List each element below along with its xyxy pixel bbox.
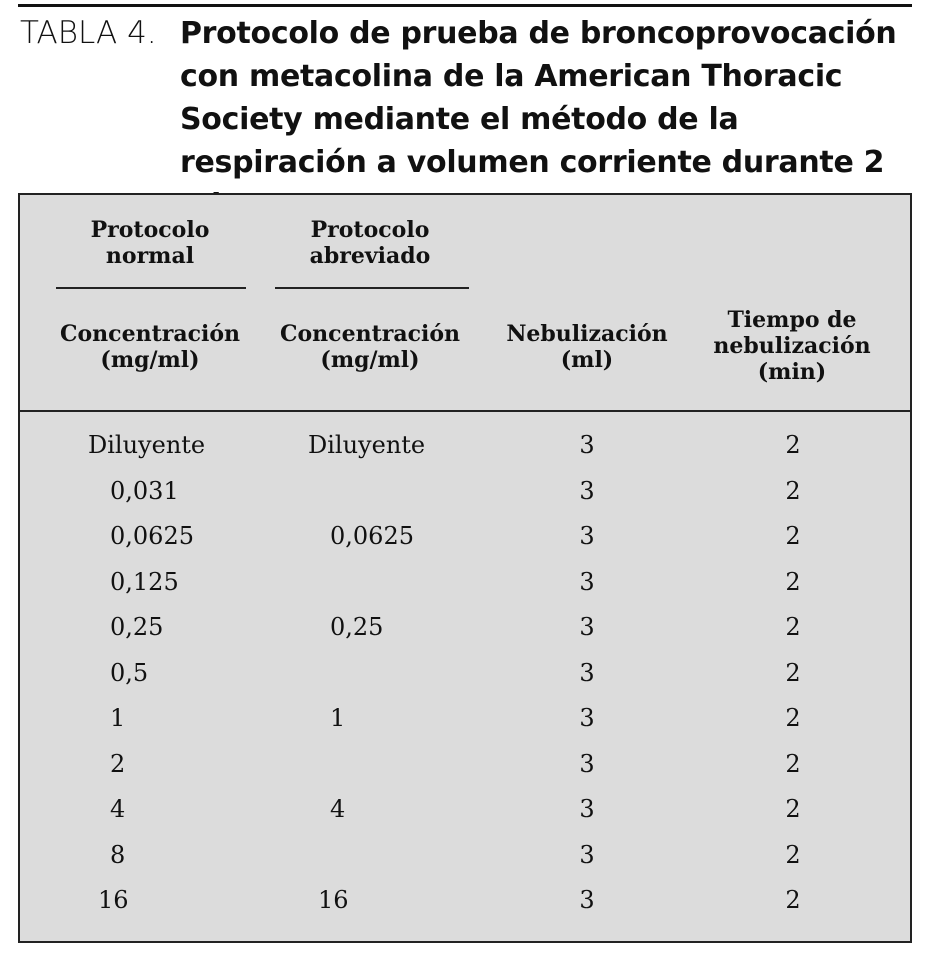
table-title: Protocolo de prueba de broncoprovocación con metacolina de la American Thoracic Society mediante el método de la respiración a volumen corriente durante 2 [180,16,897,180]
cell-abreviado: 0,0625 [330,522,414,550]
cell-abreviado: 0,25 [330,613,384,641]
table-row [20,514,910,560]
cell-nebulizacion: 3 [579,658,595,687]
col-header-nebulizacion: Nebulización (ml) [506,321,668,373]
table-row [20,423,910,469]
cell-normal: 2 [110,749,126,778]
table-row [20,742,910,788]
cell-nebulizacion: 3 [579,613,595,641]
cell-normal: 4 [110,795,126,823]
header-divider [20,410,910,412]
cell-abreviado: 4 [330,795,346,823]
table-row [20,696,910,742]
cell-normal: Diluyente [88,431,206,459]
table-row [20,651,910,697]
cell-abreviado: Diluyente [308,431,426,459]
group-header-abreviado: Protocolo abreviado [309,217,431,269]
group-rule-normal [56,287,246,289]
cell-nebulizacion: 3 [579,476,595,505]
col-header-tiempo: Tiempo de nebulización (min) [713,307,871,385]
cell-nebulizacion: 3 [579,704,595,732]
group-rule-abreviado [275,287,469,289]
cell-nebulizacion: 3 [579,431,595,459]
cell-normal: 0,031 [110,476,179,505]
cell-nebulizacion: 3 [579,522,595,550]
table-row [20,560,910,606]
cell-normal: 0,0625 [110,522,194,550]
cell-abreviado: 16 [318,886,349,914]
table-number: TABLA 4. [20,15,157,51]
cell-tiempo: 2 [785,522,801,550]
cell-normal: 0,5 [110,658,149,687]
cell-tiempo: 2 [785,613,801,641]
cell-normal: 1 [110,704,126,732]
cell-normal: 16 [98,886,129,914]
table-body [20,423,910,924]
group-header-normal: Protocolo normal [90,217,210,269]
table-row [20,878,910,924]
cell-normal: 8 [110,840,126,869]
cell-tiempo: 2 [785,840,801,869]
data-table [18,193,912,943]
cell-tiempo: 2 [785,476,801,505]
cell-normal: 0,125 [110,567,179,596]
cell-nebulizacion: 3 [579,840,595,869]
cell-nebulizacion: 3 [579,886,595,914]
cell-tiempo: 2 [785,704,801,732]
cell-tiempo: 2 [785,431,801,459]
cell-tiempo: 2 [785,567,801,596]
cell-normal: 0,25 [110,613,164,641]
table-row [20,833,910,879]
table-row [20,469,910,515]
cell-tiempo: 2 [785,749,801,778]
cell-nebulizacion: 3 [579,567,595,596]
col-header-normal-concentration: Concentración (mg/ml) [60,321,240,373]
cell-tiempo: 2 [785,658,801,687]
col-header-abreviado-concentration: Concentración (mg/ml) [280,321,460,373]
table-row [20,787,910,833]
top-rule [18,4,912,7]
cell-tiempo: 2 [785,795,801,823]
cell-nebulizacion: 3 [579,795,595,823]
cell-tiempo: 2 [785,886,801,914]
table-row [20,605,910,651]
cell-abreviado: 1 [330,704,346,732]
cell-nebulizacion: 3 [579,749,595,778]
